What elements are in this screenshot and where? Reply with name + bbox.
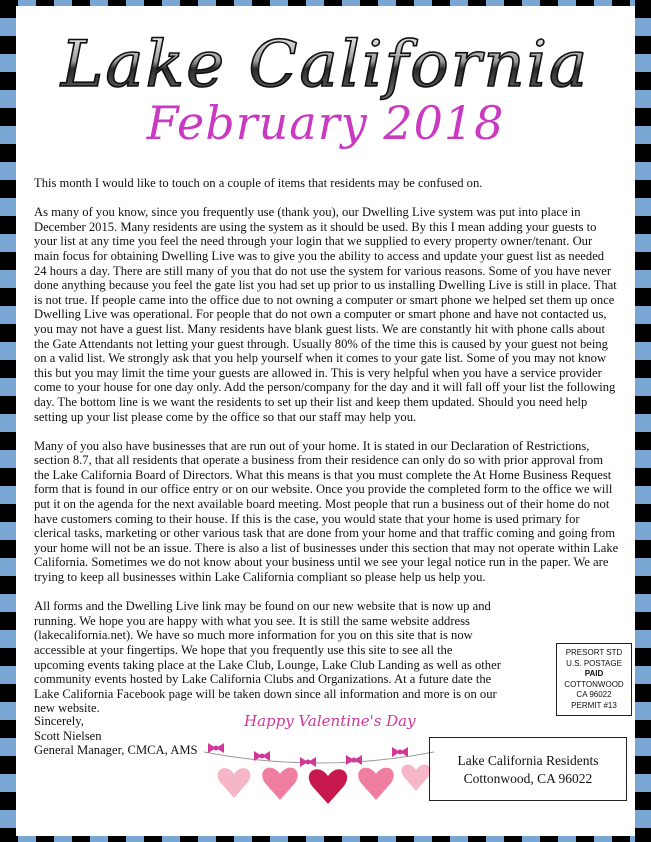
heart-icon bbox=[218, 764, 431, 804]
valentine-text: Happy Valentine's Day bbox=[244, 712, 416, 730]
border-bottom bbox=[0, 836, 651, 842]
bow-icon bbox=[208, 743, 408, 767]
border-left bbox=[0, 0, 16, 842]
postage-line: U.S. POSTAGE bbox=[566, 658, 622, 668]
paragraph-website: All forms and the Dwelling Live link may be found on our new website that is now up and running. We hope you are happy with what you see. It is still the same website address (lakecalifornia.net). We have so much more information for you on this site that is now accessible at your fingertips. We hope that you frequently use this site to see all the upcoming events taking place at the Lake Club, Lounge, Lake Club Landing as well as other community events hosted by Lake California Clubs and Organizations. At a future date the Lake California Facebook page will be taken down since all information and more is on our new website. bbox=[34, 599, 501, 716]
paragraph-home-business: Many of you also have businesses that are run out of your home. It is stated in our Declaration of Restrictions, section 8.7, that all residents that operate a business from their residence can only do so with prior approval from the Lake California Board of Directors. What this means is that you must complete the At Home Business Request form that is found in our office entry or on our website. Once you provide the completed form to the office we will put it on the agenda for the next available board meeting. Most people that run a business out of their home do not have customers coming to their house. If this is the case, you would state that your home is used primary for clerical tasks, marketing or other various task that are done from your home and that traffic coming and going from your home will not be an issue. There is also a list of businesses under this section that may not operate within Lake California. Sometimes we do not know about your business until we see your legal notice run in the paper. We are trying to keep all businesses within Lake California compliant so please help us help you. bbox=[34, 438, 619, 585]
signoff-name: Scott Nielsen bbox=[34, 728, 102, 743]
signoff-role: General Manager, CMCA, AMS bbox=[34, 743, 198, 758]
letter-body bbox=[34, 176, 619, 731]
address-line-1: Lake California Residents bbox=[457, 753, 599, 768]
mailing-address bbox=[429, 737, 627, 801]
signoff-closing: Sincerely, bbox=[34, 714, 84, 728]
postage-paid: PAID bbox=[584, 669, 604, 678]
valentine-graphic bbox=[204, 712, 434, 812]
signature-block bbox=[34, 714, 198, 758]
paragraph-dwelling-live: As many of you know, since you frequently use (thank you), our Dwelling Live system was put into place in December 2015. Many residents are using the system as it should be used. By this I mean adding your guests to your list at any time you feel the need through your login that we supplied to every property owner/tenant. Our main focus for obtaining Dwelling Live was to give you the ability to access and update your guest list as needed 24 hours a day. There are still many of you that do not use the system for various reasons. Some of you have never done anything because you feel the gate list you had set up prior to us installing Dwelling Live is still in place. That is not true. If people came into the office due to not owning a computer or smart phone we helped set them up once Dwelling Live was operational. For people that do not own a computer or smart phone and have not contacted us, you may not have a guest list. Many residents have blank guest lists. We are constantly hit with phone calls about the Gate Attendants not letting your guest through. Usually 80% of the time this is caused by your guest not being on a valid list. We strongly ask that you help yourself when it comes to your gate list. Some of you may not know this but you may limit the time your guests are allowed in. This is very helpful when you have a service provider come to your house for one day only. Add the person/company for the day and it will fall off your list the following day. The bottom line is we want the residents to set up their list and keep them updated. Should you need help setting up your list please come by the office so that our staff may help you. bbox=[34, 205, 617, 424]
postage-line: CA 96022 bbox=[576, 690, 612, 699]
postage-permit: PERMIT #13 bbox=[571, 700, 617, 710]
border-right bbox=[635, 0, 651, 842]
postage-line: PRESORT STD bbox=[565, 648, 623, 657]
address-line-2: Cottonwood, CA 96022 bbox=[463, 771, 593, 786]
postage-line: COTTONWOOD bbox=[564, 679, 624, 689]
masthead-title bbox=[34, 18, 617, 108]
postage-indicia bbox=[556, 643, 632, 716]
border-top bbox=[0, 0, 651, 6]
issue-month: February 2018 bbox=[146, 96, 505, 150]
paragraph-intro: This month I would like to touch on a couple of items that residents may be confused on. bbox=[34, 176, 483, 190]
masthead-title-text: Lake California bbox=[60, 28, 590, 102]
